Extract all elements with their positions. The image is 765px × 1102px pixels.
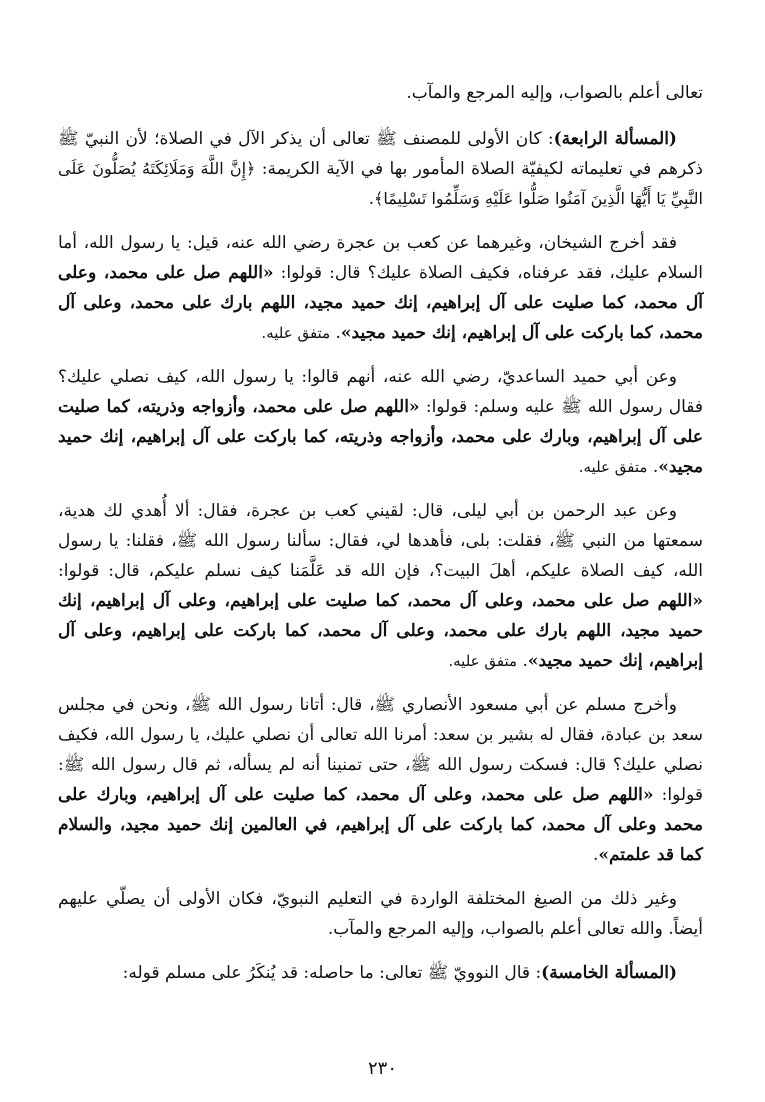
fourth-issue-end: .: [368, 189, 375, 209]
abu-masud-intro: وأخرج مسلم عن أبي مسعود الأنصاري ﷺ، قال: أتانا رسول الله ﷺ، ونحن في مجلس سعد بن عبادة، فقال له بشير بن سعد: أمرنا الله تعالى أن نصلي عليك، يا رسول الله، فكيف نصلي عليك؟ قال: فسكت رسول الله ﷺ، حتى تمنينا أنه لم يسأله، ثم قال رسول الله ﷺ: قولوا:: [58, 695, 703, 805]
ibn-abi-laila-prayer: «اللهم صل على محمد، وعلى آل محمد، كما صليت على إبراهيم، وعلى آل إبراهيم، إنك حميد مجيد، اللهم بارك على محمد، وعلى آل محمد، كما باركت على إبراهيم، وعلى آل إبراهيم، إنك حميد مجيد»: [58, 591, 703, 671]
fifth-issue-heading: (المسألة الخامسة): [541, 963, 677, 983]
abu-humaid-agreed: متفق عليه.: [578, 458, 648, 476]
paragraph-abu-humaid-hadith: [58, 362, 703, 482]
kaab-hadith-intro: فقد أخرج الشيخان، وغيرهما عن كعب بن عجرة رضي الله عنه، قيل: يا رسول الله، أما السلام عليك، فقد عرفناه، فكيف الصلاة عليك؟ قال: قولوا:: [58, 233, 703, 283]
quran-verse: ﴿إِنَّ اللَّهَ وَمَلَائِكَتَهُ يُصَلُّونَ عَلَى النَّبِيِّ يَا أَيُّهَا الَّذِينَ آمَنُوا صَلُّوا عَلَيْهِ وَسَلِّمُوا تَسْلِيمًا﴾: [58, 159, 703, 208]
paragraph-closing-line: [58, 78, 703, 108]
paragraph-other-forms: [58, 884, 703, 944]
page-number: ٢٣٠: [367, 1058, 397, 1079]
abu-masud-end: .: [592, 845, 599, 865]
kaab-hadith-prayer: «اللهم صل على محمد، وعلى آل محمد، كما صليت على آل إبراهيم، إنك حميد مجيد، اللهم بارك على محمد، وعلى آل محمد، كما باركت على آل إبراهيم، إنك حميد مجيد»: [58, 263, 703, 343]
kaab-hadith-agreed: متفق عليه.: [261, 324, 331, 342]
kaab-hadith-end: .: [335, 323, 341, 343]
ibn-abi-laila-agreed: متفق عليه.: [448, 652, 518, 670]
paragraph-ibn-abi-laila-hadith: [58, 496, 703, 676]
other-forms-text: وغير ذلك من الصيغ المختلفة الواردة في التعليم النبويّ، فكان الأولى أن يصلّي عليهم أيضاً. والله تعالى أعلم بالصواب، وإليه المرجع والمآب.: [58, 889, 703, 939]
paragraph-fourth-issue: [58, 124, 703, 214]
abu-humaid-intro: وعن أبي حميد الساعديّ، رضي الله عنه، أنهم قالوا: يا رسول الله، كيف نصلي عليك؟ فقال رسول الله ﷺ عليه وسلم: قولوا:: [58, 367, 703, 417]
paragraph-abu-masud-hadith: [58, 690, 703, 870]
ibn-abi-laila-end: .: [522, 651, 528, 671]
ibn-abi-laila-intro: وعن عبد الرحمن بن أبي ليلى، قال: لقيني كعب بن عجرة، فقال: ألا أُهدي لك هدية، سمعتها من النبي ﷺ، فقلت: بلى، فأهدها لي، فقال: سألنا رسول الله ﷺ، فقلنا: يا رسول الله، كيف الصلاة عليكم، أهلَ البيت؟، فإن الله قد عَلَّمَنا كيف نسلم عليكم، قال: قولوا:: [58, 501, 703, 581]
paragraph-kaab-hadith: [58, 228, 703, 348]
abu-humaid-end: .: [652, 457, 659, 477]
fourth-issue-text: : كان الأولى للمصنف ﷺ تعالى أن يذكر الآل في الصلاة؛ لأن النبيّ ﷺ ذكرهم في تعليماته لكيفيّة الصلاة المأمور بها في الآية الكريمة:: [58, 129, 704, 179]
page-content: [58, 78, 703, 1002]
abu-masud-prayer: «اللهم صل على محمد، وعلى آل محمد، كما صليت على آل إبراهيم، وبارك على محمد وعلى آل محمد، كما باركت على آل إبراهيم، في العالمين إنك حميد مجيد، والسلام كما قد علمتم»: [58, 785, 703, 865]
fifth-issue-text: : قال النوويّ ﷺ تعالى: ما حاصله: قد يُنكَرُ على مسلم قوله:: [122, 963, 542, 983]
paragraph-fifth-issue: [58, 958, 703, 988]
abu-humaid-prayer: «اللهم صل على محمد، وأزواجه وذريته، كما صليت على آل إبراهيم، وبارك على محمد، وأزواجه وذريته، كما باركت على آل إبراهيم، إنك حميد مجيد»: [58, 397, 703, 477]
fourth-issue-heading: (المسألة الرابعة): [553, 129, 677, 149]
closing-line-text: تعالى أعلم بالصواب، وإليه المرجع والمآب.: [406, 83, 703, 103]
